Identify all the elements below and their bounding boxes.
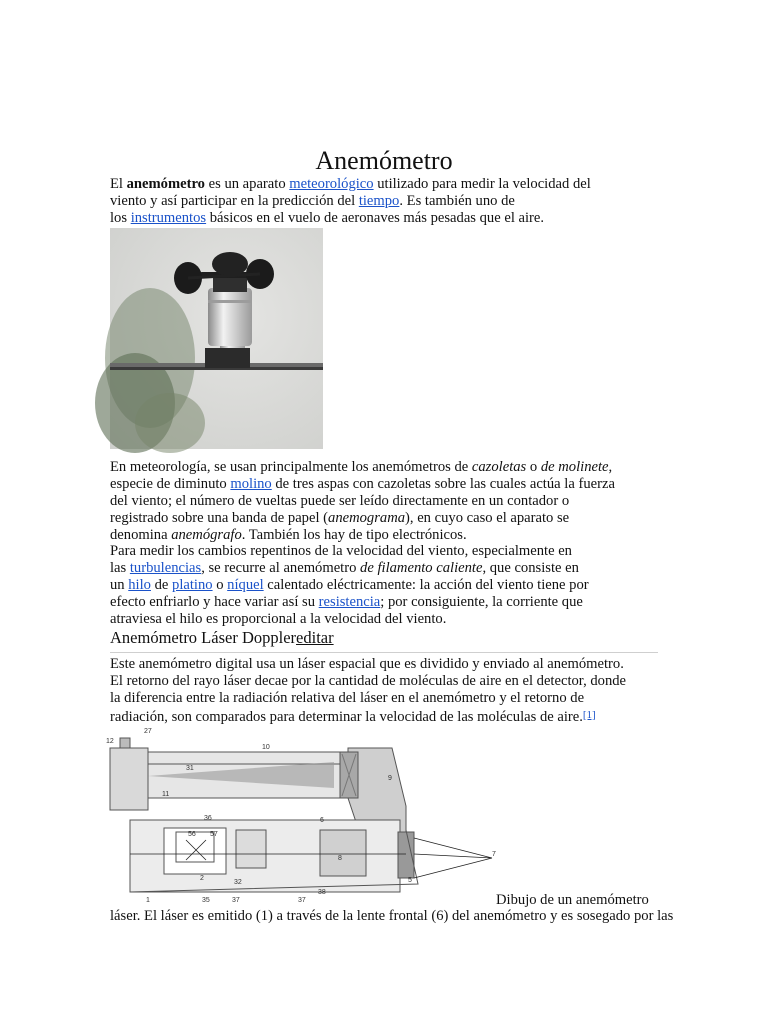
label-1: 1 xyxy=(146,897,150,904)
diagram-caption: Dibujo de un anemómetro xyxy=(496,892,649,908)
label-7: 7 xyxy=(492,851,496,858)
laser-paragraph: Este anemómetro digital usa un láser espacial que es dividido y enviado al anemómetro. El retorno del rayo láser decae por la cantidad de moléculas de aire en el detector, donde la diferencia entre la radiación relativa del láser en el anemómetro y el retorno de radiación, son comparados para determinar la velocidad de las moléculas de aire.[1] xyxy=(110,656,627,725)
label-37b: 37 xyxy=(298,897,306,904)
label-10: 10 xyxy=(262,744,270,751)
caption-continuation: láser. El láser es emitido (1) a través de la lente frontal (6) del anemómetro y es sosegado por las xyxy=(110,908,674,924)
link-platino[interactable]: platino xyxy=(172,577,213,594)
link-meteorologico[interactable]: meteorológico xyxy=(289,176,374,192)
link-hilo[interactable]: hilo xyxy=(128,577,151,594)
reference-link[interactable]: [1] xyxy=(582,708,596,721)
edit-link[interactable]: editar xyxy=(296,628,334,647)
intro-paragraph: El anemómetro es un aparato meteorológico utilizado para medir la velocidad del viento y así participar en la predicción del tiempo. Es también uno de los instrumentos básicos en el vuelo de aeronaves más pesadas que el aire. xyxy=(110,176,591,226)
label-9: 9 xyxy=(388,775,392,782)
label-37a: 37 xyxy=(232,897,240,904)
link-niquel[interactable]: níquel xyxy=(227,577,264,594)
label-6: 6 xyxy=(320,817,324,824)
label-12: 12 xyxy=(106,738,114,745)
label-35: 35 xyxy=(202,897,210,904)
section-heading: Anemómetro Láser Dopplereditar xyxy=(110,628,334,647)
label-57: 57 xyxy=(210,831,218,838)
label-5: 5 xyxy=(408,877,412,884)
page-title: Anemómetro xyxy=(315,146,453,176)
link-molino[interactable]: molino xyxy=(230,475,272,492)
label-32: 32 xyxy=(234,879,242,886)
label-56: 56 xyxy=(188,831,196,838)
link-tiempo[interactable]: tiempo xyxy=(358,192,400,209)
link-turbulencias[interactable]: turbulencias xyxy=(129,560,202,577)
laser-anemometer-diagram xyxy=(106,728,500,906)
label-11: 11 xyxy=(162,791,170,798)
anemometer-photo xyxy=(110,228,323,449)
link-instrumentos[interactable]: instrumentos xyxy=(130,209,207,226)
label-8: 8 xyxy=(338,855,342,862)
section-divider xyxy=(110,652,658,653)
label-31: 31 xyxy=(186,765,194,772)
label-27: 27 xyxy=(144,728,152,735)
body-paragraph: En meteorología, se usan principalmente los anemómetros de cazoletas o de molinete, especie de diminuto molino de tres aspas con cazoletas sobre las cuales actúa la fuerza del viento; el número de vueltas puede ser leído directamente en un contador o registrado sobre una banda de papel (anemograma), en cuyo caso el aparato se denomina anemógrafo. También los hay de tipo electrónicos. Para medir los cambios repentinos de la velocidad del viento, especialmente en las turbulencias, se recurre al anemómetro de filamento caliente, que consiste en un hilo de platino o níquel calentado eléctricamente: la acción del viento tiene por efecto enfriarlo y hace variar así su resistencia; por consiguiente, la corriente que atraviesa el hilo es proporcional a la velocidad del viento. xyxy=(110,459,615,628)
label-2: 2 xyxy=(200,875,204,882)
label-38: 38 xyxy=(318,889,326,896)
link-resistencia[interactable]: resistencia xyxy=(318,594,381,611)
label-36: 36 xyxy=(204,815,212,822)
